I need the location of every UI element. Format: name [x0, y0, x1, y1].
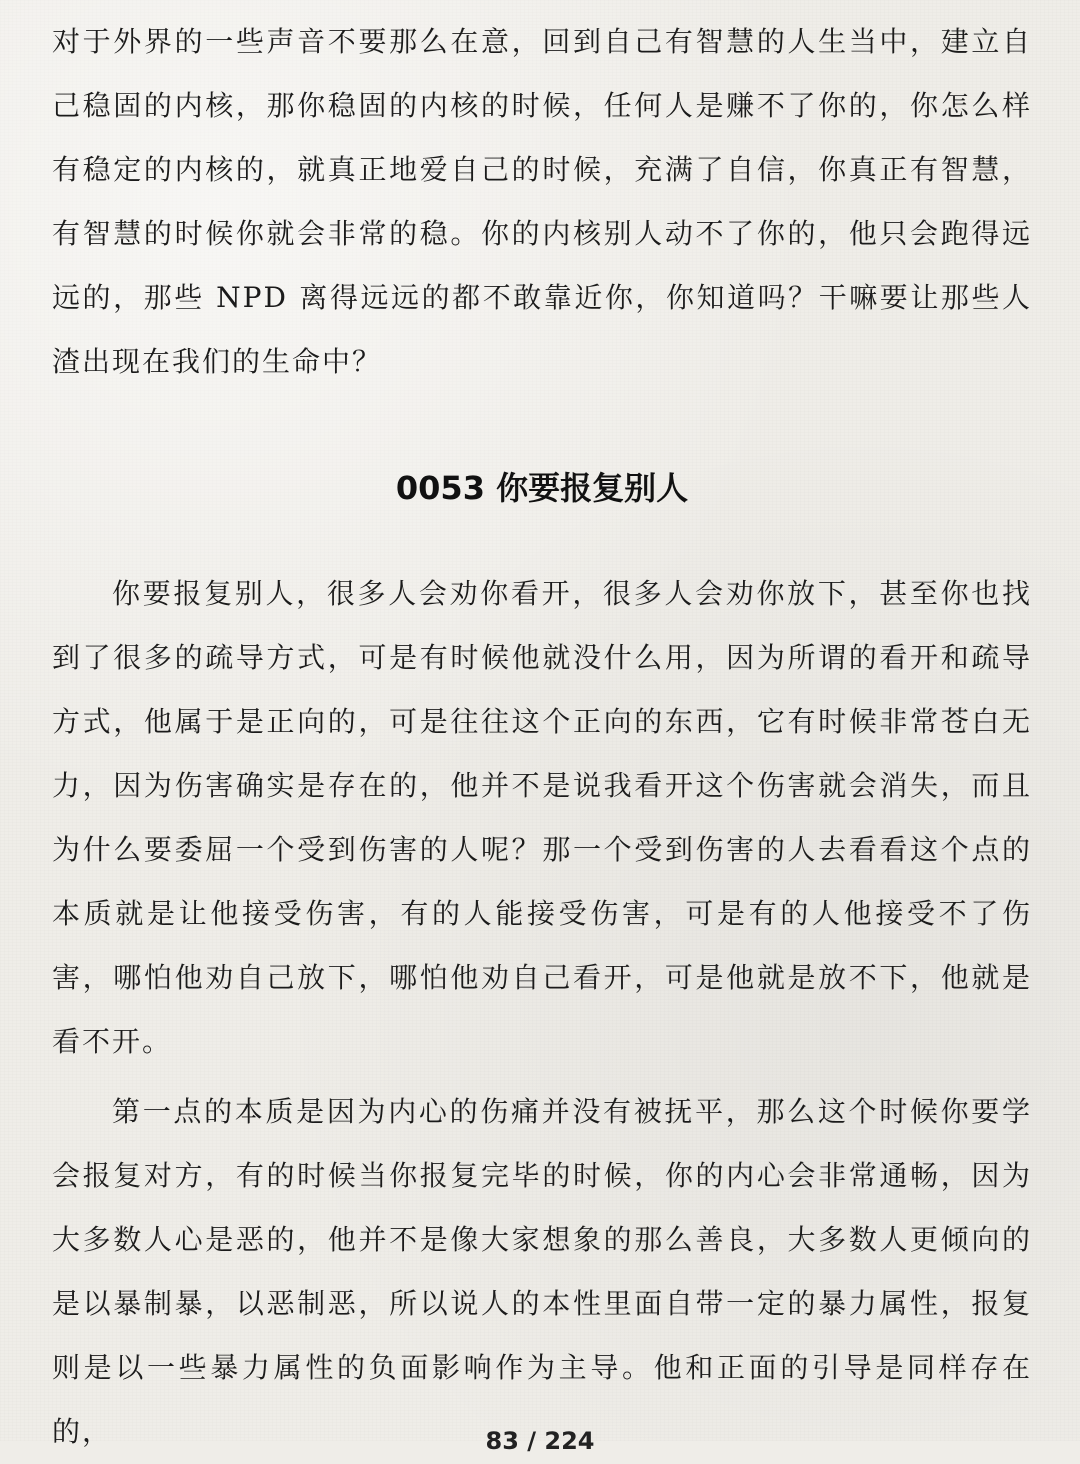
section-paragraph-1: 你要报复别人，很多人会劝你看开，很多人会劝你放下，甚至你也找到了很多的疏导方式，可是有时候他就没什么用，因为所谓的看开和疏导方式，他属于是正向的，可是往往这个正向的东西，它有时候非常苍白无力，因为伤害确实是存在的，他并不是说我看开这个伤害就会消失，而且为什么要委屈一个受到伤害的人呢？那一个受到伤害的人去看看这个点的本质就是让他接受伤害，有的人能接受伤害，可是有的人他接受不了伤害，哪怕他劝自己放下，哪怕他劝自己看开，可是他就是放不下，他就是看不开。: [52, 577, 1032, 1058]
document-page: [52, 0, 1032, 1464]
section-heading: 0053 你要报复别人: [395, 469, 689, 507]
section-paragraph-2: 第一点的本质是因为内心的伤痛并没有被抚平，那么这个时候你要学会报复对方，有的时候当你报复完毕的时候，你的内心会非常通畅，因为大多数人心是恶的，他并不是像大家想象的那么善良，大多数人更倾向的是以暴制暴，以恶制恶，所以说人的本性里面自带一定的暴力属性，报复则是以一些暴力属性的负面影响作为主导。他和正面的引导是同样存在的，: [52, 1095, 1032, 1448]
page-number: 83 / 224: [485, 1427, 595, 1455]
body-paragraph-intro: 对于外界的一些声音不要那么在意，回到自己有智慧的人生当中，建立自己稳固的内核，那你稳固的内核的时候，任何人是赚不了你的，你怎么样有稳定的内核的，就真正地爱自己的时候，充满了自信，你真正有智慧，有智慧的时候你就会非常的稳。你的内核别人动不了你的，他只会跑得远远的，那些 NPD 离得远远的都不敢靠近你，你知道吗？干嘛要让那些人渣出现在我们的生命中？: [52, 25, 1032, 378]
